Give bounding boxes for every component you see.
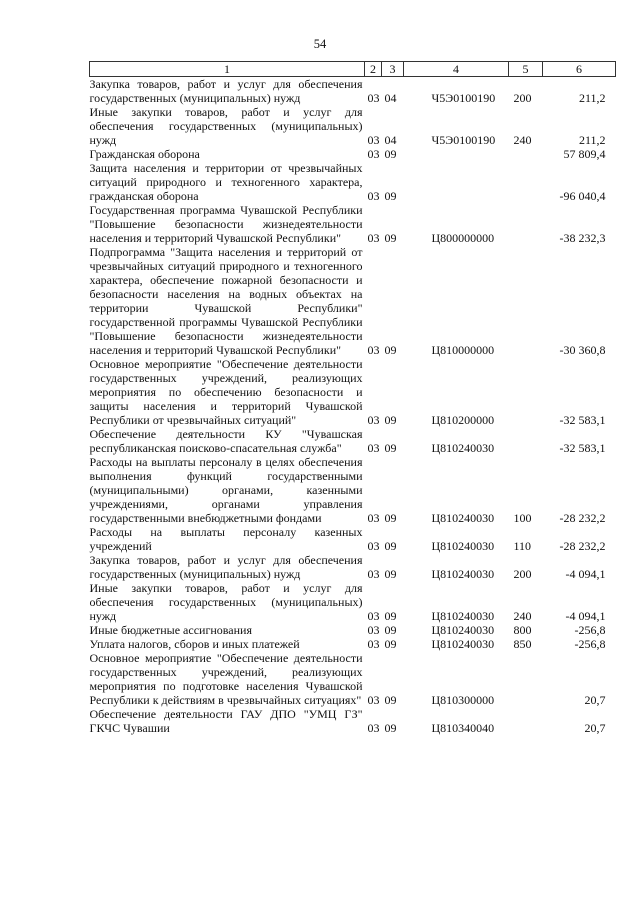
row-expense-type [509, 245, 543, 357]
column-header-subsection: 3 [382, 62, 404, 77]
row-expense-type: 200 [513, 567, 532, 581]
row-amount: -4 094,1 [565, 567, 606, 581]
column-header-target-code: 4 [404, 62, 509, 77]
table-row [90, 77, 616, 106]
row-section: 03 [367, 539, 380, 553]
row-expense-type [509, 203, 543, 245]
row-target-code: Ц810200000 [431, 413, 495, 427]
row-amount: 211,2 [578, 91, 606, 105]
row-expense-type: 800 [513, 623, 532, 637]
column-header-amount: 6 [543, 62, 616, 77]
row-amount: -4 094,1 [565, 609, 606, 623]
row-section: 03 [367, 721, 380, 735]
row-section: 03 [367, 623, 380, 637]
row-amount: 211,2 [578, 133, 606, 147]
column-header-section: 2 [365, 62, 382, 77]
row-subsection: 04 [384, 91, 397, 105]
row-expense-type [509, 357, 543, 427]
table-row [90, 651, 616, 707]
row-section: 03 [367, 133, 380, 147]
row-section: 03 [367, 231, 380, 245]
table-row [90, 245, 616, 357]
table-row [90, 203, 616, 245]
row-expense-type: 240 [513, 609, 532, 623]
row-amount: 20,7 [584, 721, 606, 735]
row-target-code: Ч5Э0100190 [431, 133, 496, 147]
table-row [90, 161, 616, 203]
row-subsection: 09 [384, 413, 397, 427]
row-section: 03 [367, 91, 380, 105]
row-subsection: 09 [384, 511, 397, 525]
table-row [90, 427, 616, 455]
row-description: Защита населения и территории от чрезвычайных ситуаций природного и техногенного характера, гражданская оборона [89, 161, 363, 203]
column-header-expense-type: 5 [509, 62, 543, 77]
row-amount: 57 809,4 [563, 147, 606, 161]
row-expense-type: 850 [513, 637, 532, 651]
row-description: Подпрограмма "Защита населения и территорий от чрезвычайных ситуаций природного и техногенного характера, обеспечение пожарной безопасности и безопасности населения на водных объектах на территории Чувашской Республики" государственной программы Чувашской Республики "Повышение безопасности жизнедеятельности населения и территорий Чувашской Республики" [89, 245, 363, 357]
row-amount: 20,7 [584, 693, 606, 707]
row-subsection: 09 [384, 231, 397, 245]
column-header-description: 1 [90, 62, 365, 77]
row-subsection: 09 [384, 637, 397, 651]
row-target-code: Ц810240030 [431, 511, 495, 525]
row-section: 03 [367, 567, 380, 581]
row-amount: -256,8 [574, 623, 606, 637]
row-description: Иные закупки товаров, работ и услуг для обеспечения государственных (муниципальных) нужд [89, 105, 363, 147]
row-target-code: Ц810340040 [431, 721, 495, 735]
row-description: Уплата налогов, сборов и иных платежей [89, 637, 300, 651]
row-subsection: 09 [384, 441, 397, 455]
row-amount: -28 232,2 [559, 539, 606, 553]
table-row [90, 637, 616, 651]
row-amount: -32 583,1 [559, 441, 606, 455]
row-description: Иные бюджетные ассигнования [89, 623, 252, 637]
row-subsection: 09 [384, 147, 397, 161]
row-expense-type: 200 [513, 91, 532, 105]
row-target-code: Ц810240030 [431, 567, 495, 581]
row-subsection: 04 [384, 133, 397, 147]
table-header-row [90, 62, 616, 77]
row-target-code: Ц810240030 [431, 637, 495, 651]
row-description: Государственная программа Чувашской Республики "Повышение безопасности жизнедеятельности населения и территорий Чувашской Республики" [89, 203, 363, 245]
row-target-code: Ц810240030 [431, 441, 495, 455]
row-amount: -30 360,8 [559, 343, 606, 357]
row-section: 03 [367, 441, 380, 455]
row-target-code: Ц810300000 [431, 693, 495, 707]
row-description: Обеспечение деятельности КУ "Чувашская республиканская поисково-спасательная служба" [89, 427, 363, 455]
row-expense-type [509, 161, 543, 203]
row-subsection: 09 [384, 623, 397, 637]
row-description: Закупка товаров, работ и услуг для обеспечения государственных (муниципальных) нужд [89, 553, 363, 581]
row-subsection: 09 [384, 693, 397, 707]
row-amount: -32 583,1 [559, 413, 606, 427]
row-subsection: 09 [384, 721, 397, 735]
row-expense-type [509, 427, 543, 455]
row-target-code: Ц810000000 [431, 343, 495, 357]
row-expense-type: 100 [513, 511, 532, 525]
table-row [90, 455, 616, 525]
row-target-code: Ц810240030 [431, 539, 495, 553]
table-row [90, 147, 616, 161]
row-section: 03 [367, 637, 380, 651]
row-expense-type: 110 [513, 539, 532, 553]
table-row [90, 553, 616, 581]
row-subsection: 09 [384, 539, 397, 553]
row-subsection: 09 [384, 189, 397, 203]
row-amount: -96 040,4 [559, 189, 606, 203]
table-row [90, 623, 616, 637]
row-section: 03 [367, 343, 380, 357]
row-subsection: 09 [384, 343, 397, 357]
row-target-code: Ч5Э0100190 [431, 91, 496, 105]
row-expense-type [509, 651, 543, 707]
row-description: Гражданская оборона [89, 147, 200, 161]
table-row [90, 105, 616, 147]
row-expense-type [509, 707, 543, 735]
row-amount: -256,8 [574, 637, 606, 651]
row-description: Основное мероприятие "Обеспечение деятельности государственных учреждений, реализующих мероприятия по обеспечению безопасности и защиты населения и территорий Чувашской Республики от чрезвычайных ситуаций" [89, 357, 363, 427]
row-amount: -38 232,3 [559, 231, 606, 245]
row-description: Закупка товаров, работ и услуг для обеспечения государственных (муниципальных) нужд [89, 77, 363, 105]
row-description: Расходы на выплаты персоналу в целях обеспечения выполнения функций государственными (муниципальными) органами, казенными учреждениями, органами управления государственными внебюджетными фондами [89, 455, 363, 525]
row-target-code: Ц800000000 [431, 231, 495, 245]
row-section: 03 [367, 511, 380, 525]
row-subsection: 09 [384, 609, 397, 623]
row-section: 03 [367, 189, 380, 203]
row-subsection: 09 [384, 567, 397, 581]
row-target-code [404, 161, 509, 203]
row-expense-type: 240 [513, 133, 532, 147]
page-number: 54 [313, 37, 327, 51]
row-target-code: Ц810240030 [431, 623, 495, 637]
row-description: Иные закупки товаров, работ и услуг для обеспечения государственных (муниципальных) нужд [89, 581, 363, 623]
table-row [90, 525, 616, 553]
row-description: Обеспечение деятельности ГАУ ДПО "УМЦ ГЗ" ГКЧС Чувашии [89, 707, 363, 735]
row-target-code [404, 147, 509, 161]
row-amount: -28 232,2 [559, 511, 606, 525]
table-row [90, 707, 616, 735]
table-row [90, 357, 616, 427]
row-description: Основное мероприятие "Обеспечение деятельности государственных учреждений, реализующих мероприятия по подготовке населения Чувашской Республики к действиям в чрезвычайных ситуациях" [89, 651, 363, 707]
row-target-code: Ц810240030 [431, 609, 495, 623]
row-section: 03 [367, 693, 380, 707]
row-expense-type [509, 147, 543, 161]
budget-table [89, 61, 616, 735]
row-section: 03 [367, 609, 380, 623]
table-row [90, 581, 616, 623]
row-description: Расходы на выплаты персоналу казенных учреждений [89, 525, 363, 553]
row-section: 03 [367, 147, 380, 161]
row-section: 03 [367, 413, 380, 427]
